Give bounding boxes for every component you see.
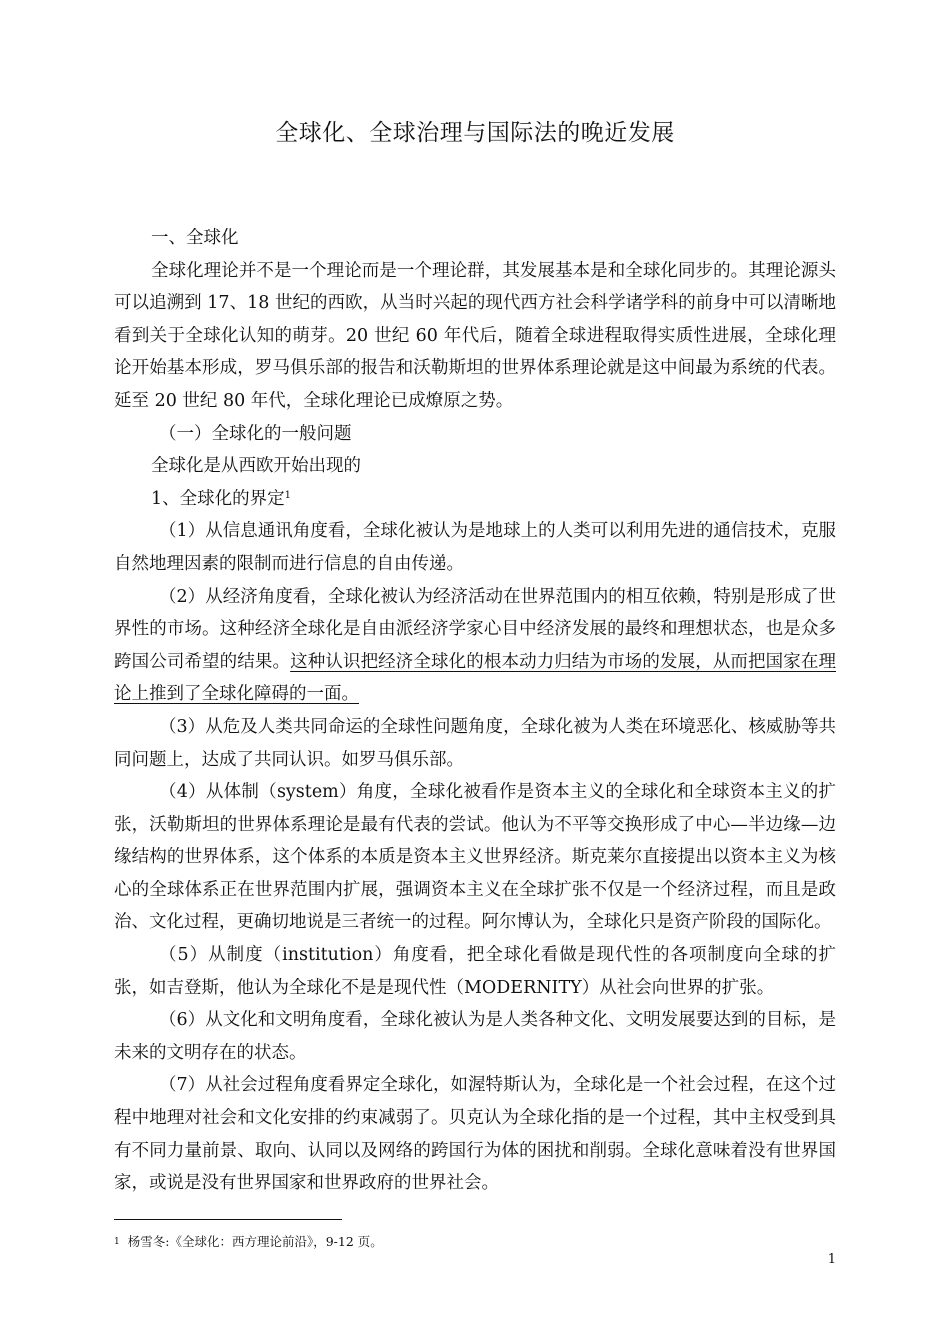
footnote-divider — [114, 1219, 342, 1220]
footnote — [114, 1234, 383, 1250]
section-heading-globalization: 一、全球化 — [151, 228, 239, 248]
paragraph-intro: 全球化理论并不是一个理论而是一个理论群，其发展基本是和全球化同步的。其理论源头可以追溯到 17、18 世纪的西欧，从当时兴起的现代西方社会科学诸学科的前身中可以清晰地看到关于全球化认知的萌芽。20 世纪 60 年代后，随着全球进程取得实质性进展，全球化理论开始基本形成，罗马俱乐部的报告和沃勒斯坦的世界体系理论就是这中间最为系统的代表。延至 20 世纪 80 年代，全球化理论已成燎原之势。 — [114, 260, 836, 411]
definition-item-1: （1）从信息通讯角度看，全球化被认为是地球上的人类可以利用先进的通信技术，克服自然地理因素的限制而进行信息的自由传递。 — [114, 521, 836, 574]
underlined-passage: 这种认识把经济全球化的根本动力归结为市场的发展，从而把国家在理论上推到了全球化障碍的一面。 — [114, 651, 836, 705]
definition-item-7: （7）从社会过程角度看界定全球化，如渥特斯认为，全球化是一个社会过程，在这个过程中地理对社会和文化安排的约束减弱了。贝克认为全球化指的是一个过程，其中主权受到具有不同力量前景、取向、认同以及网络的跨国行为体的困扰和削弱。全球化意味着没有世界国家，或说是没有世界国家和世界政府的世界社会。 — [114, 1075, 836, 1194]
definition-item-2-text: （2）从经济角度看，全球化被认为经济活动在世界范围内的相互依赖，特别是形成了世界性的市场。这种经济全球化是自由派经济学家心目中经济发展的最终和理想状态，也是众多跨国公司希望的结果。 — [114, 586, 836, 672]
footnote-mark: 1 — [114, 1237, 120, 1247]
subsection-heading-general-issues: （一）全球化的一般问题 — [159, 423, 352, 444]
definition-item-2 — [114, 581, 836, 711]
paragraph-origin: 全球化是从西欧开始出现的 — [151, 456, 361, 477]
document-title: 全球化、全球治理与国际法的晚近发展 — [275, 120, 675, 146]
definition-item-6: （6）从文化和文明角度看，全球化被认为是人类各种文化、文明发展要达到的目标，是未来的文明存在的状态。 — [114, 1010, 836, 1063]
definition-item-4: （4）从体制（system）角度，全球化被看作是资本主义的全球化和全球资本主义的扩张，沃勒斯坦的世界体系理论是最有代表的尝试。他认为不平等交换形成了中心—半边缘—边缘结构的世界体系，这个体系的本质是资本主义世界经济。斯克莱尔直接提出以资本主义为核心的全球体系正在世界范围内扩展，强调资本主义在全球扩张不仅是一个经济过程，而且是政治、文化过程，更确切地说是三者统一的过程。阿尔博认为，全球化只是资产阶段的国际化。 — [114, 782, 836, 933]
heading-definition — [114, 483, 836, 516]
document-body — [114, 222, 836, 1200]
footnote-text: 杨雪冬:《全球化：西方理论前沿》，9-12 页。 — [127, 1234, 383, 1249]
definition-item-3: （3）从危及人类共同命运的全球性问题角度，全球化被为人类在环境恶化、核威胁等共同问题上，达成了共同认识。如罗马俱乐部。 — [114, 716, 836, 770]
definition-item-5: （5）从制度（institution）角度看，把全球化看做是现代性的各项制度向全球的扩张，如吉登斯，他认为全球化不是是现代性（MODERNITY）从社会向世界的扩张。 — [114, 945, 836, 998]
footnote-reference[interactable]: 1 — [284, 489, 292, 501]
heading-definition-text: 1、全球化的界定 — [151, 488, 285, 509]
page-number: 1 — [827, 1252, 836, 1267]
